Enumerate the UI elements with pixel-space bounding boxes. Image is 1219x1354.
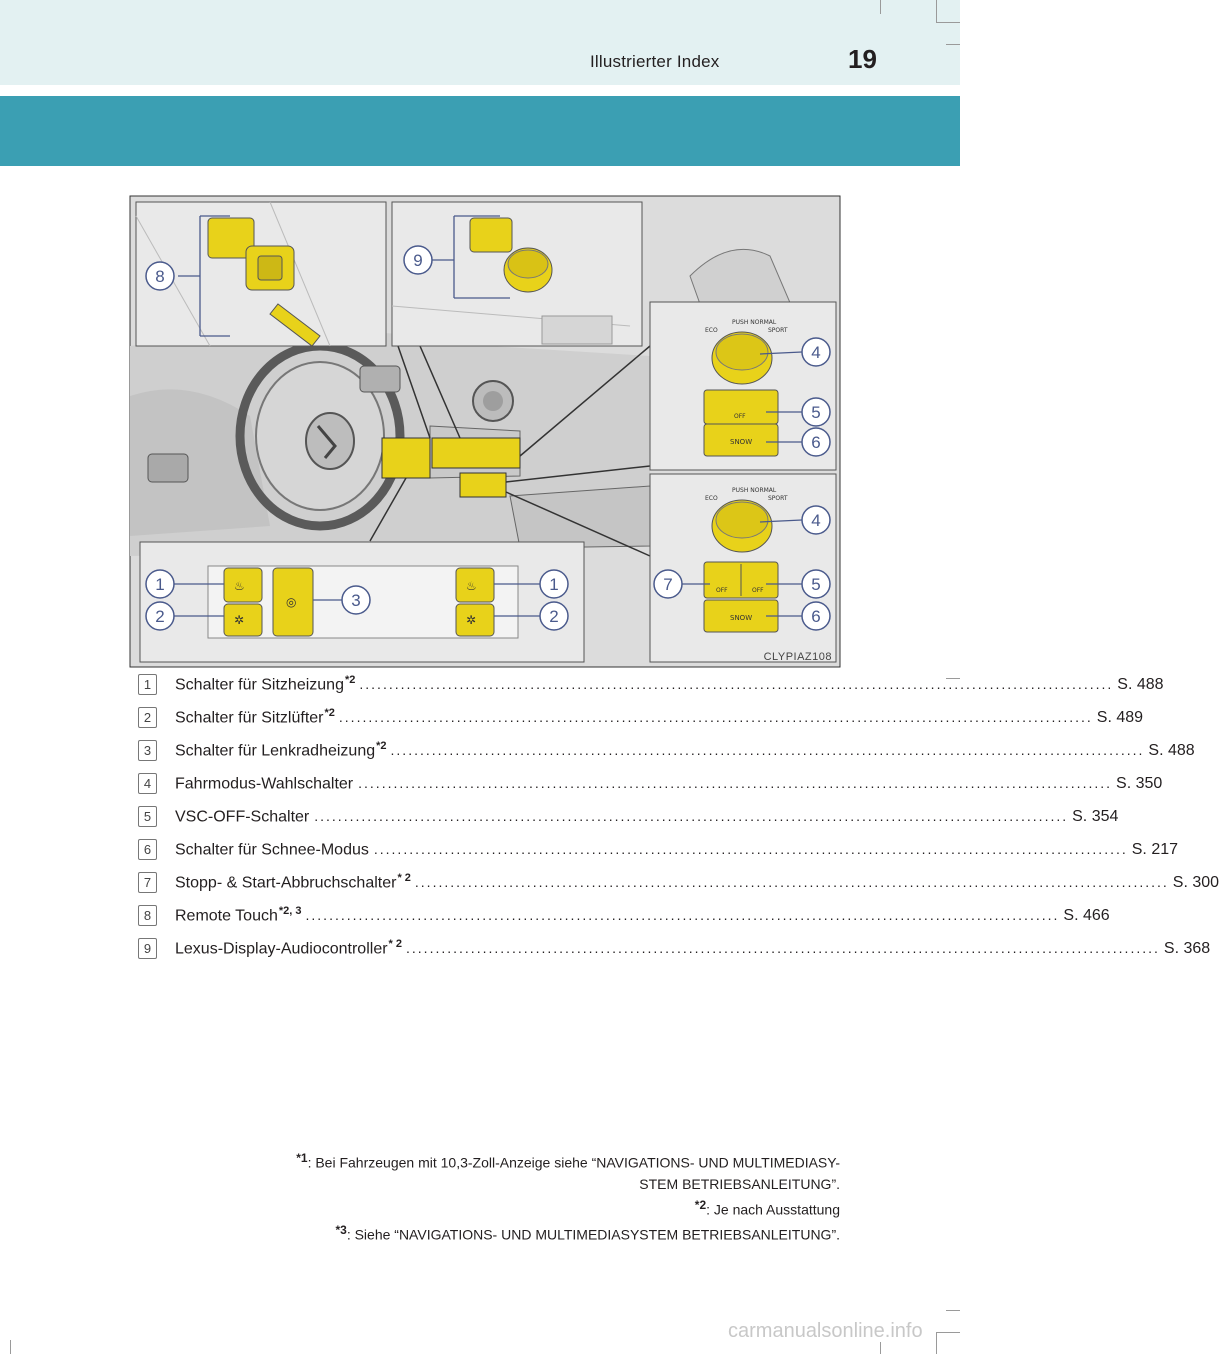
legend-page-ref[interactable]: S. 488 xyxy=(1117,676,1164,694)
snow-label: SNOW xyxy=(730,438,753,446)
legend-label: Schalter für Schnee-Modus xyxy=(175,841,369,859)
svg-text:5: 5 xyxy=(811,403,821,422)
svg-text:◎: ◎ xyxy=(286,595,297,609)
push-normal-label-2: PUSH NORMAL xyxy=(732,487,777,494)
crop-mark xyxy=(880,1342,881,1354)
legend-label: VSC-OFF-Schalter xyxy=(175,808,310,826)
legend-item xyxy=(138,868,1219,901)
svg-text:4: 4 xyxy=(811,343,821,362)
legend-item xyxy=(138,703,1144,736)
crop-mark xyxy=(880,0,881,14)
section-bar xyxy=(0,96,960,166)
interior-illustration xyxy=(130,196,840,667)
legend-item xyxy=(138,901,1110,934)
callout-8 xyxy=(146,262,174,290)
snow-label-2: SNOW xyxy=(730,614,753,622)
callout-5-bottom xyxy=(802,570,830,598)
svg-text:5: 5 xyxy=(811,575,821,594)
svg-text:9: 9 xyxy=(413,251,423,270)
svg-text:♨: ♨ xyxy=(234,579,245,593)
crop-mark xyxy=(946,44,960,45)
legend-number: 4 xyxy=(138,773,157,794)
legend-page-ref[interactable]: S. 300 xyxy=(1172,874,1219,892)
leader-dots xyxy=(374,841,1128,857)
legend-label: Schalter für Sitzheizung$^{*2}$ xyxy=(175,674,356,694)
header-title: Illustrierter Index xyxy=(590,52,720,71)
callout-7 xyxy=(654,570,682,598)
push-normal-label: PUSH NORMAL xyxy=(732,319,777,326)
legend-page-ref[interactable]: S. 489 xyxy=(1096,709,1144,727)
svg-text:3: 3 xyxy=(351,591,361,610)
eco-label-2: ECO xyxy=(705,495,718,502)
svg-text:6: 6 xyxy=(811,607,821,626)
crop-mark xyxy=(936,1332,960,1333)
crop-mark xyxy=(10,1340,11,1354)
legend-list xyxy=(138,670,1219,967)
callout-5-top xyxy=(802,398,830,426)
leader-dots xyxy=(339,709,1093,725)
crop-mark xyxy=(936,22,960,23)
legend-number: 8 xyxy=(138,905,157,926)
footnote-1: $^{*1}$: Bei Fahrzeugen mit 10,3-Zoll-Anzeige siehe “NAVIGATIONS- UND MULTIMEDIASY- xyxy=(296,1151,840,1171)
legend-item xyxy=(138,934,1211,967)
svg-text:2: 2 xyxy=(549,607,559,626)
svg-text:4: 4 xyxy=(811,511,821,530)
callout-2-left xyxy=(146,602,174,630)
sport-label-2: SPORT xyxy=(768,495,788,502)
legend-item xyxy=(138,802,1119,835)
stop-start-off-label: OFF xyxy=(716,587,728,594)
legend-page-ref[interactable]: S. 350 xyxy=(1116,775,1163,793)
svg-text:1: 1 xyxy=(549,575,559,594)
sport-label: SPORT xyxy=(768,327,788,334)
leader-dots xyxy=(306,907,1060,923)
watermark: carmanualsonline.info xyxy=(728,1320,923,1342)
leader-dots xyxy=(391,742,1145,758)
svg-text:✲: ✲ xyxy=(466,613,477,627)
leader-dots xyxy=(415,874,1169,890)
crop-mark xyxy=(936,0,937,22)
svg-text:8: 8 xyxy=(155,267,165,286)
footnotes xyxy=(120,1148,840,1246)
leader-dots xyxy=(314,808,1068,824)
legend-number: 5 xyxy=(138,806,157,827)
legend-number: 6 xyxy=(138,839,157,860)
callout-2-right xyxy=(540,602,568,630)
legend-page-ref[interactable]: S. 368 xyxy=(1163,940,1211,958)
legend-item xyxy=(138,670,1164,703)
footnote-1-continued: STEM BETRIEBSANLEITUNG”. xyxy=(639,1175,840,1192)
svg-text:6: 6 xyxy=(811,433,821,452)
callout-6-top xyxy=(802,428,830,456)
legend-item xyxy=(138,835,1179,868)
callout-1-left xyxy=(146,570,174,598)
legend-label: Fahrmodus-Wahlschalter xyxy=(175,775,354,793)
vsc-off-label-2: OFF xyxy=(752,587,764,594)
leader-dots xyxy=(406,940,1160,956)
interior-illustration-svg xyxy=(130,196,840,667)
legend-label: Remote Touch$^{*2, 3}$ xyxy=(175,905,302,925)
page-number: 19 xyxy=(848,44,877,74)
legend-number: 7 xyxy=(138,872,157,893)
callout-9 xyxy=(404,246,432,274)
leader-dots xyxy=(359,676,1113,692)
svg-text:♨: ♨ xyxy=(466,579,477,593)
legend-page-ref[interactable]: S. 466 xyxy=(1063,907,1110,925)
legend-number: 2 xyxy=(138,707,157,728)
legend-label: Lexus-Display-Audiocontroller$^{* 2}$ xyxy=(175,938,403,958)
crop-mark xyxy=(936,1332,937,1354)
legend-label: Schalter für Sitzlüfter$^{*2}$ xyxy=(175,707,335,727)
svg-text:1: 1 xyxy=(155,575,165,594)
legend-page-ref[interactable]: S. 217 xyxy=(1131,841,1179,859)
callout-4-top xyxy=(802,338,830,366)
callout-1-right xyxy=(540,570,568,598)
legend-number: 9 xyxy=(138,938,157,959)
leader-dots xyxy=(358,775,1112,791)
eco-label: ECO xyxy=(705,327,718,334)
crop-mark xyxy=(946,1310,960,1311)
figure-code: CLYPIAZ108 xyxy=(763,651,832,663)
footnote-3: $^{*3}$: Siehe “NAVIGATIONS- UND MULTIMEDIASYSTEM BETRIEBSANLEITUNG”. xyxy=(335,1223,840,1243)
callout-4-bottom xyxy=(802,506,830,534)
legend-page-ref[interactable]: S. 488 xyxy=(1148,742,1195,760)
callout-3 xyxy=(342,586,370,614)
legend-item xyxy=(138,769,1163,802)
svg-text:7: 7 xyxy=(663,575,673,594)
legend-number: 3 xyxy=(138,740,157,761)
footnote-2: $^{*2}$: Je nach Ausstattung xyxy=(694,1197,840,1218)
header-band xyxy=(0,0,960,85)
legend-label: Schalter für Lenkradheizung$^{*2}$ xyxy=(175,740,387,760)
svg-text:✲: ✲ xyxy=(234,613,245,627)
legend-label: Stopp- & Start-Abbruchschalter$^{* 2}$ xyxy=(175,872,411,892)
callout-6-bottom xyxy=(802,602,830,630)
svg-text:2: 2 xyxy=(155,607,165,626)
legend-number: 1 xyxy=(138,674,157,695)
vsc-off-label: OFF xyxy=(734,413,746,420)
legend-page-ref[interactable]: S. 354 xyxy=(1072,808,1119,826)
legend-item xyxy=(138,736,1195,769)
